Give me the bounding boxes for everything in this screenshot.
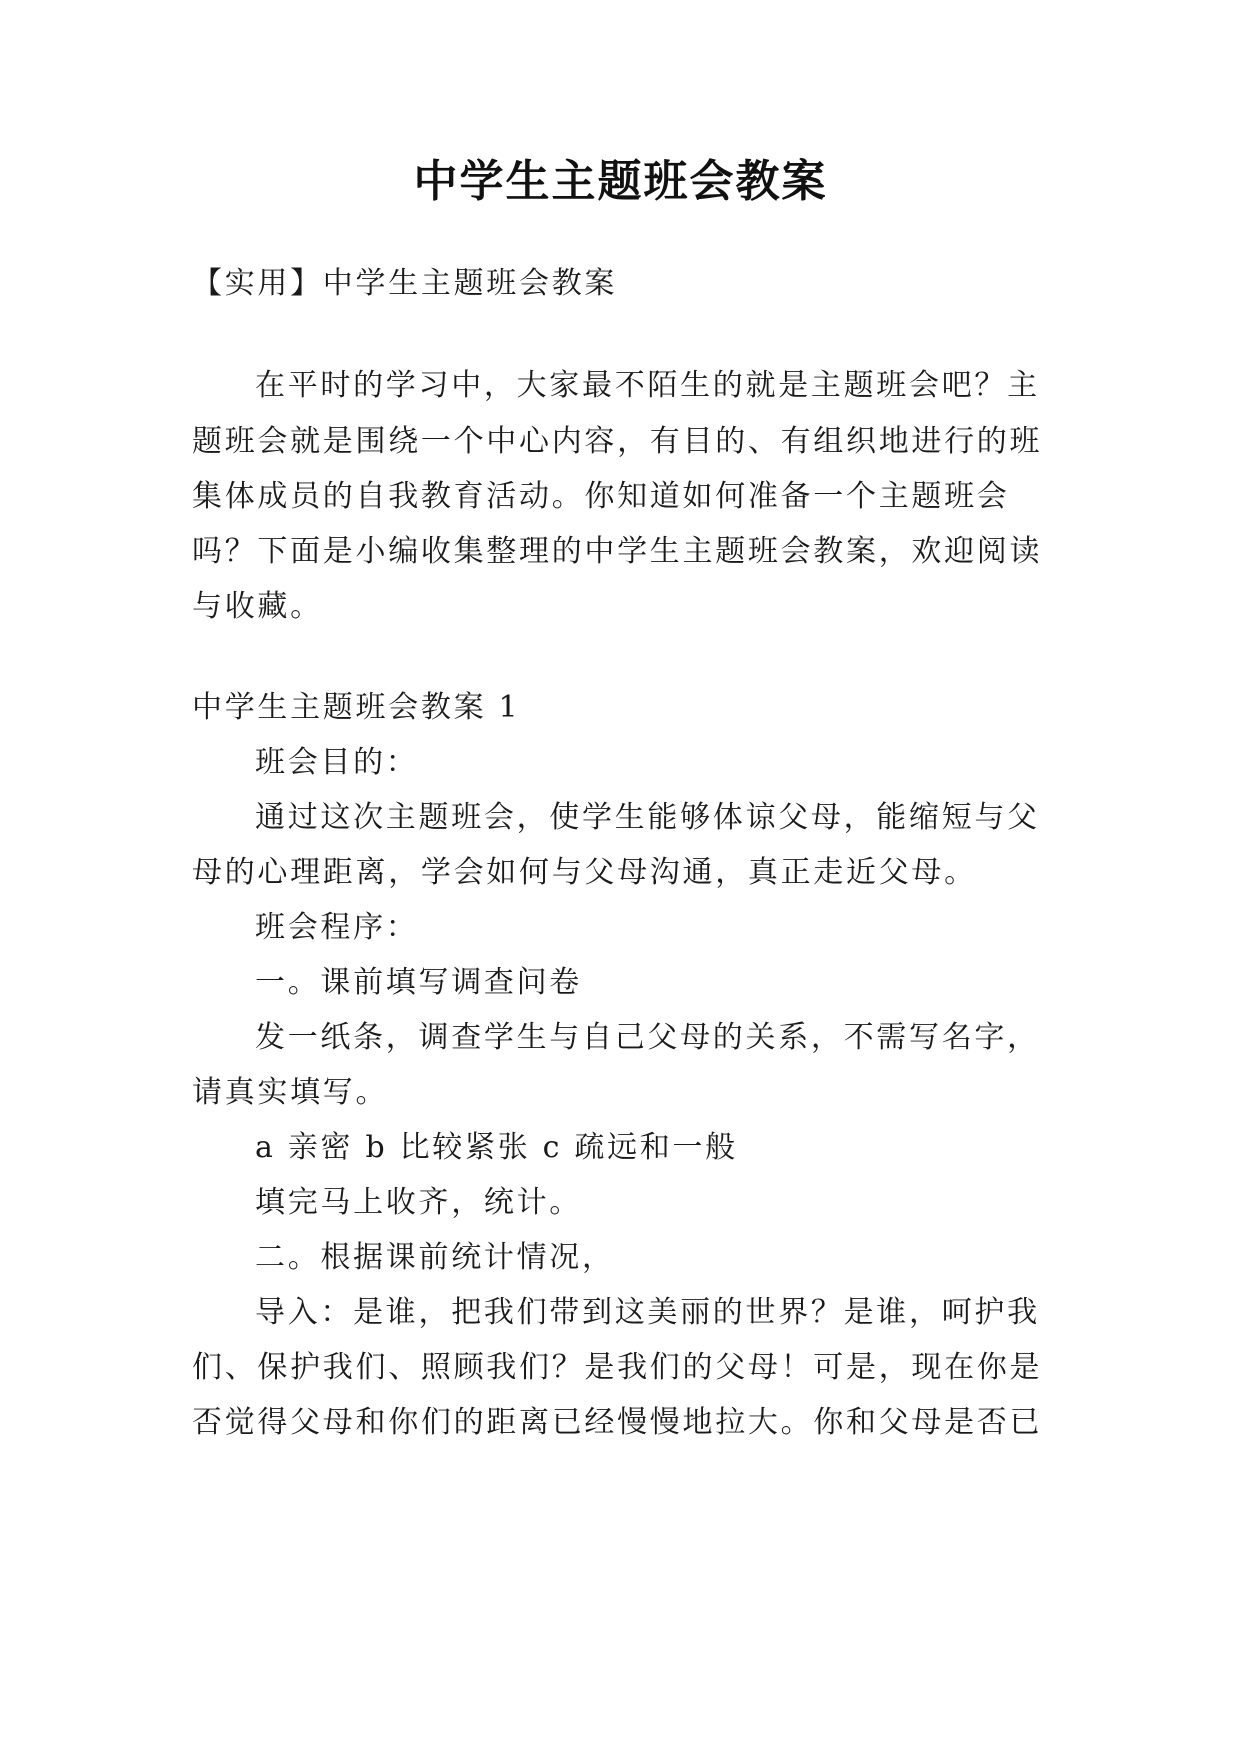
body-line: 二。根据课前统计情况， <box>255 1240 615 1275</box>
document-title: 中学生主题班会教案 <box>413 156 828 207</box>
body-line: 一。课前填写调查问卷 <box>255 965 582 1000</box>
body-line: 发一纸条，调查学生与自己父母的关系，不需写名字， <box>255 1020 1040 1055</box>
body-line: 导入：是谁，把我们带到这美丽的世界？是谁，呵护我 <box>255 1295 1040 1330</box>
body-line: 班会目的： <box>255 745 419 780</box>
intro-line: 吗？下面是小编收集整理的中学生主题班会教案，欢迎阅读 <box>192 534 1043 569</box>
body-line: 班会程序： <box>255 910 419 945</box>
body-line: a 亲密 b 比较紧张 c 疏远和一般 <box>255 1130 738 1165</box>
body-line: 否觉得父母和你们的距离已经慢慢地拉大。你和父母是否已 <box>192 1405 1043 1440</box>
body-line: 们、保护我们、照顾我们？是我们的父母！可是，现在你是 <box>192 1350 1043 1385</box>
body-line: 通过这次主题班会，使学生能够体谅父母，能缩短与父 <box>255 800 1040 835</box>
body-line: 请真实填写。 <box>192 1075 389 1110</box>
body-line: 填完马上收齐，统计。 <box>255 1185 582 1220</box>
section-heading: 中学生主题班会教案 1 <box>192 690 521 725</box>
document-subtitle: 【实用】中学生主题班会教案 <box>192 266 618 301</box>
intro-line: 在平时的学习中，大家最不陌生的就是主题班会吧？主 <box>255 368 1040 403</box>
body-line: 母的心理距离，学会如何与父母沟通，真正走近父母。 <box>192 855 977 890</box>
intro-line: 与收藏。 <box>192 589 323 624</box>
intro-line: 题班会就是围绕一个中心内容，有目的、有组织地进行的班 <box>192 424 1043 459</box>
intro-line: 集体成员的自我教育活动。你知道如何准备一个主题班会 <box>192 479 1010 514</box>
